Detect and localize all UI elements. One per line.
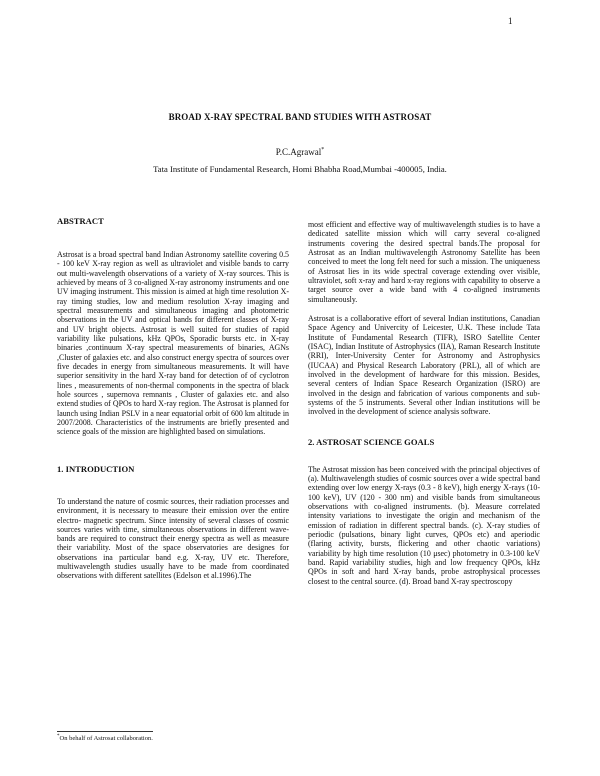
footnote-text: On behalf of Astrosat collaboration. bbox=[59, 735, 153, 743]
author-footnote-mark: * bbox=[321, 147, 325, 153]
abstract-text: Astrosat is a broad spectral band Indian Astronomy satellite covering 0.5 - 100 keV X-ray region as well as ultraviolet and visible bands to carry out multi-wavelength observations of a variety of X-ray sources. This is achieved by means of 3 co-aligned X-ray astronomy instruments and one UV imaging instrument. This mission is aimed at high time resolution X-ray timing studies, low and medium resolution X-ray imaging and spectral measurements and simultaneous imaging and photometric observations in the UV and optical bands for different classes of X-ray and UV bright objects. Astrosat is well suited for studies of rapid variability like pulsations, kHz QPOs, Sporadic bursts etc. in X-ray binaries ,continuum X-ray spectral measurements of binaries, AGNs ,Cluster of galaxies etc. and also construct energy spectra of sources over five decades in energy from simultaneous measurements. It will have superior sensitivity in the hard X-ray band for detection of of cyclotron lines , measurements of non-thermal components in the spectra of black hole sources , supernova remnants , Cluster of galaxies etc. and also extend studies of QPOs to hard X-ray region. The Astrosat is planned for launch using Indian PSLV in a near equatorial orbit of 600 km altitude in 2007/2008. Characteristics of the instruments are briefly presented and science goals of the mission are highlighted based on simulations. bbox=[57, 250, 289, 437]
science-goals-heading: 2. ASTROSAT SCIENCE GOALS bbox=[308, 436, 435, 447]
page-number: 1 bbox=[508, 16, 513, 26]
right-column-paragraph-2: Astrosat is a collaborative effort of several Indian institutions, Canadian Space Agency and Univercity of Leicester, U.K. These include Tata Institute of Fundamental Research (TIFR), ISRO Satellite Center (ISAC), Indian Institute of Astrophysics (IIA), Raman Research Institute (RRI), Inter-University Center for Astronomy and Astrophysics (IUCAA) and Physical Research Laboratory (PRL), all of which are involved in the development of hardware for this mission. Besides, several centers of Indian Space Research Organization (ISRO) are involved in the design and fabrication of various components and sub-systems of the 5 instruments. Several other Indian institutions will be involved in the development of science analysis software. bbox=[308, 313, 540, 417]
left-column bbox=[57, 216, 289, 581]
paper-title: BROAD X-RAY SPECTRAL BAND STUDIES WITH ASTROSAT bbox=[168, 112, 432, 122]
introduction-heading: 1. INTRODUCTION bbox=[57, 463, 135, 474]
right-column-paragraph-1: most efficient and effective way of multiwavelength studies is to have a dedicated satellite mission which will carry several co-aligned instruments covering the desired spectral bands.The proposal for Astrosat as an Indian multiwavelength Astronomy Satellite has been conceived to meet the long felt need for such a mission. The uniqueness of Astrosat lies in its wide spectral coverage extending over visible, ultraviolet, soft x-ray and hard x-ray regions with capability to observe a target source over a wide band with 4 co-aligned instruments simultaneously. bbox=[308, 220, 540, 304]
affiliation: Tata Institute of Fundamental Research, Homi Bhabha Road,Mumbai -400005, India. bbox=[153, 164, 447, 174]
footnote bbox=[57, 734, 153, 742]
science-goals-text: The Astrosat mission has been conceived with the principal objectives of (a). Multiwavelength studies of cosmic sources over a wide spectral band extending over low energy X-rays (0.3 - 8 keV), high energy X-rays (10-100 keV), UV (120 - 300 nm) and visible bands from simultaneous observations with co-aligned instruments. (b). Measure correlated intensity variations to investigate the origin and mechanism of the emission of radiation in different spectral bands. (c). X-ray studies of periodic (pulsations, binary light curves, QPOs etc) and aperiodic (flaring activity, bursts, flickering and other chaotic variations) variability by high time resolution (10 μsec) photometry in 0.3-100 keV band. Rapid variability studies, high and low frequency QPOs, kHz QPOs in soft and hard X-ray bands, probe astrophysical processes closest to the central source. (d). Broad band X-ray spectroscopy bbox=[308, 464, 540, 586]
right-column bbox=[308, 220, 540, 586]
author-name: P.C.Agrawal bbox=[275, 147, 322, 157]
author-line bbox=[0, 147, 600, 157]
introduction-text: To understand the nature of cosmic sources, their radiation processes and environment, it is necessary to measure their emission over the entire electro- magnetic spectrum. Since intensity of several classes of cosmic sources varies with time, simultaneous observations in different wave-bands are required to construct their energy spectra as well as measure their variability. Most of the space observatories are designes for observations ina particular band e.g. X-ray, UV etc. Therefore, multiwavelength studies usually have to be made from coordinated observations with different satellites (Edelson et al.1996).The bbox=[57, 496, 289, 581]
abstract-heading: ABSTRACT bbox=[57, 216, 104, 226]
footnote-mark: * bbox=[57, 734, 60, 739]
footnote-divider bbox=[57, 731, 153, 732]
